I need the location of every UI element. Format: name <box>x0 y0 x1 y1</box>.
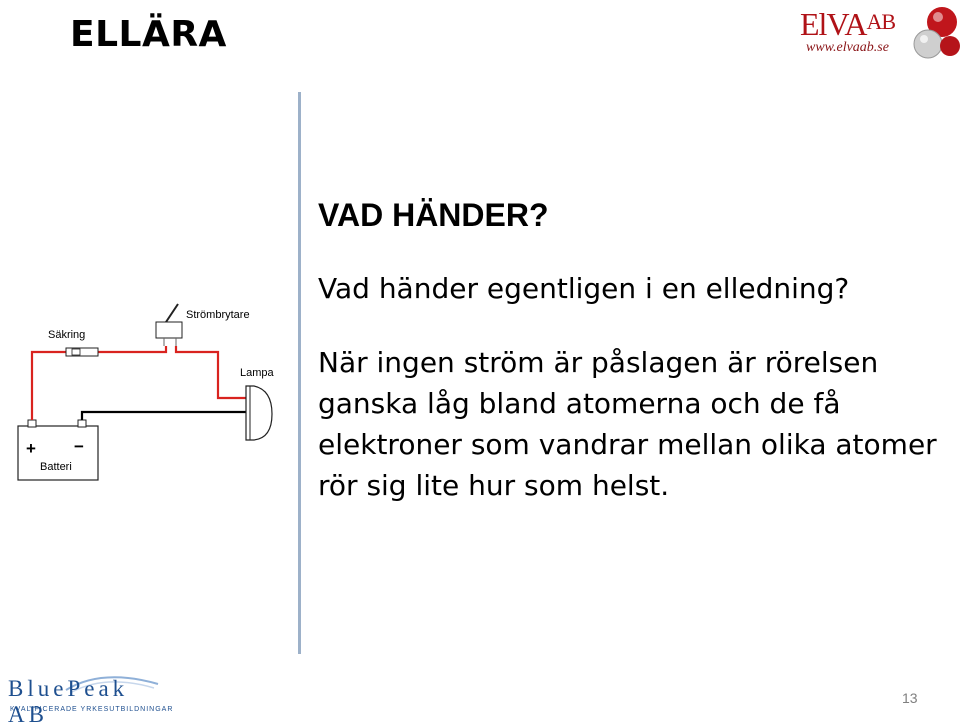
battery-terminal-minus <box>78 420 86 427</box>
fuse-label: Säkring <box>48 329 86 341</box>
positive-wire-left <box>32 352 66 420</box>
content-text <box>318 196 938 506</box>
slide-title: ELLÄRA <box>70 14 227 55</box>
positive-wire-mid <box>98 346 166 352</box>
battery-plus-label: + <box>26 439 36 458</box>
elva-url: www.elvaab.se <box>806 40 889 55</box>
switch-lever <box>166 304 178 322</box>
positive-wire-right <box>176 346 246 398</box>
battery-label: Batteri <box>40 461 72 473</box>
page-number: 13 <box>902 690 918 706</box>
bluepeak-logo <box>2 668 174 727</box>
bluepeak-name: BluePeak AB <box>8 676 129 727</box>
fuse-body <box>66 348 98 356</box>
atom-spheres-icon <box>908 2 960 62</box>
elva-logo-text <box>800 6 895 43</box>
negative-wire <box>82 412 246 420</box>
switch-label: Strömbrytare <box>186 309 250 321</box>
circuit-diagram <box>10 298 290 498</box>
lamp-label: Lampa <box>240 367 274 379</box>
vertical-divider <box>298 92 301 654</box>
section-heading: VAD HÄNDER? <box>318 197 549 233</box>
elva-ab: AB <box>866 9 896 34</box>
switch-body <box>156 322 182 338</box>
battery-terminal-plus <box>28 420 36 427</box>
body-paragraph: När ingen ström är påslagen är rörelsen ganska låg bland atomerna och de få elektroner som vandrar mellan olika atomer rör sig lite hur som helst. <box>318 346 937 502</box>
question-text: Vad händer egentligen i en elledning? <box>318 272 850 305</box>
elva-logo <box>796 2 960 64</box>
battery-minus-label: − <box>74 437 84 456</box>
elva-brand: ElVA <box>800 6 867 42</box>
bluepeak-tagline: KVALIFICERADE YRKESUTBILDNINGAR <box>10 706 174 713</box>
